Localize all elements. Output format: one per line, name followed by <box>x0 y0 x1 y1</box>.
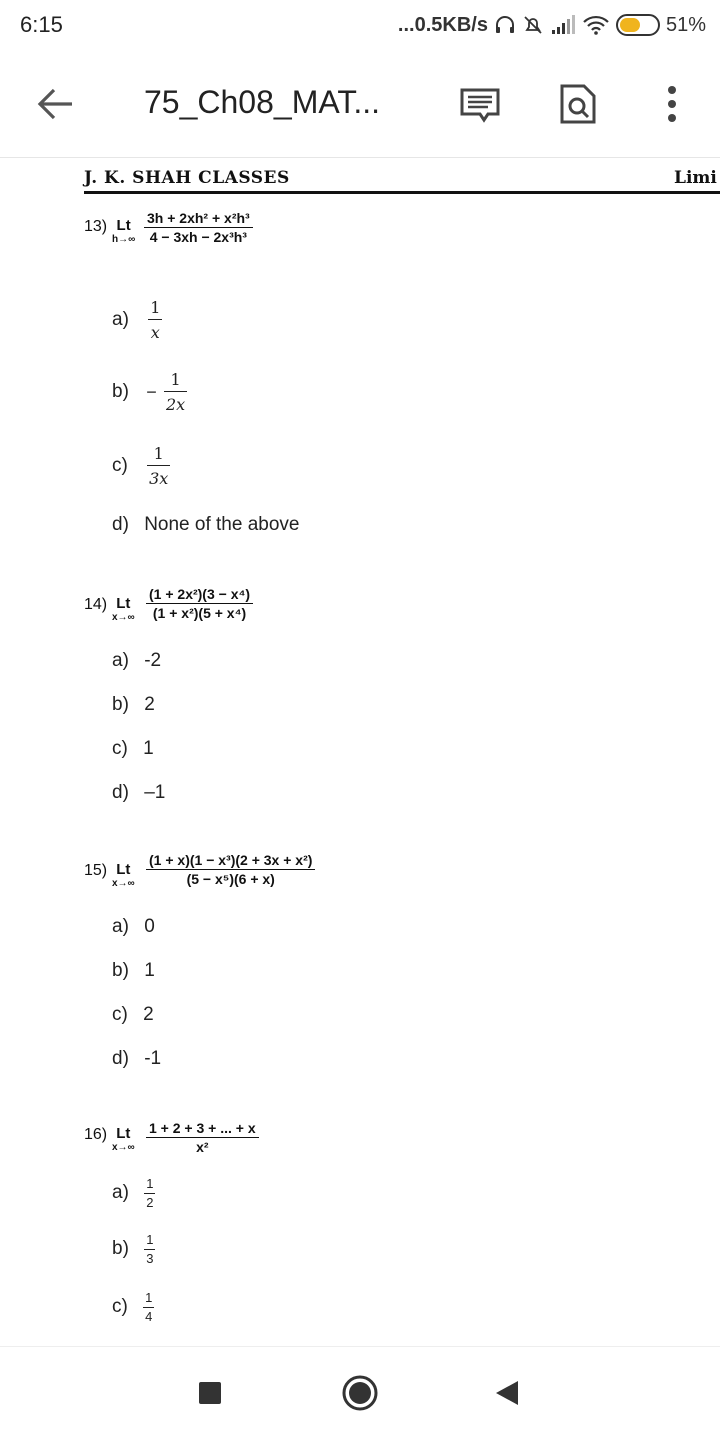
option-fraction: $\frac{1}{3}$ <box>146 1232 154 1266</box>
option-fraction: $\frac{1}{x}$ <box>150 298 161 342</box>
option-d: d) -1 <box>112 1048 162 1069</box>
more-vert-icon[interactable] <box>650 80 694 128</box>
limit-operator: Lt x→∞ <box>112 861 135 889</box>
question-expression <box>146 1120 259 1155</box>
home-icon[interactable] <box>340 1373 380 1413</box>
recents-icon[interactable] <box>190 1373 230 1413</box>
limit-operator: Lt x→∞ <box>112 1125 135 1153</box>
option-c: c) $\frac{1}{4}$ <box>112 1290 153 1324</box>
option-a: a) -2 <box>112 650 162 671</box>
expression-numerator: (1 + x)(1 − x³)(2 + 3x + x²) <box>146 852 315 870</box>
chapter-name: Limi <box>674 168 717 188</box>
headset-icon <box>494 14 516 36</box>
search-document-icon[interactable] <box>556 80 600 128</box>
option-c: c) 1 <box>112 738 154 759</box>
limit-operator: Lt x→∞ <box>112 595 135 623</box>
expression-denominator: (5 − x⁵)(6 + x) <box>186 871 275 887</box>
notifications-off-icon <box>522 14 544 36</box>
expression-denominator: 4 − 3xh − 2x³h³ <box>149 229 247 245</box>
document-page[interactable] <box>0 160 720 1346</box>
option-fraction: $\frac{1}{2}$ <box>146 1176 154 1210</box>
option-b: b) 2 <box>112 694 155 715</box>
network-speed: ...0.5KB/s <box>397 13 488 36</box>
question-expression <box>146 586 253 621</box>
school-name: J. K. SHAH CLASSES <box>84 168 290 188</box>
battery-percentage: 51% <box>665 13 706 36</box>
document-header <box>84 168 720 194</box>
option-fraction: $\frac{1}{4}$ <box>145 1290 153 1324</box>
status-bar <box>0 0 720 50</box>
battery-icon <box>616 14 660 36</box>
expression-denominator: (1 + x²)(5 + x⁴) <box>152 605 247 621</box>
option-d: d) –1 <box>112 782 166 803</box>
notes-icon[interactable] <box>458 80 502 128</box>
status-icons <box>398 12 706 38</box>
arrow-left-icon[interactable] <box>36 86 76 122</box>
option-b: b) − $\frac{1}{2x}$ <box>112 370 186 414</box>
expression-numerator: 1 + 2 + 3 + ... + x <box>146 1120 259 1138</box>
option-a: a) $\frac{1}{2}$ <box>112 1176 154 1210</box>
signal-icon <box>550 14 576 36</box>
app-bar <box>0 50 720 158</box>
option-b: b) 1 <box>112 960 155 981</box>
question-number: 14) <box>84 596 108 613</box>
status-time: 6:15 <box>20 12 63 37</box>
option-fraction: $\frac{1}{3x}$ <box>149 444 169 488</box>
navigation-bar <box>0 1346 720 1440</box>
question-expression <box>146 852 315 887</box>
option-d: d) None of the above <box>112 514 300 535</box>
document-title: 75_Ch08_MAT... <box>144 84 380 120</box>
question-expression <box>144 210 253 245</box>
expression-numerator: 3h + 2xh² + x²h³ <box>144 210 253 228</box>
option-a: a) 0 <box>112 916 155 937</box>
expression-numerator: (1 + 2x²)(3 − x⁴) <box>146 586 253 604</box>
option-a: a) $\frac{1}{x}$ <box>112 298 161 342</box>
option-c: c) $\frac{1}{3x}$ <box>112 444 169 488</box>
question-number: 13) <box>84 218 108 235</box>
option-b: b) $\frac{1}{3}$ <box>112 1232 154 1266</box>
back-triangle-icon[interactable] <box>488 1373 528 1413</box>
question-number: 15) <box>84 862 108 879</box>
wifi-icon <box>582 14 610 36</box>
option-fraction: $\frac{1}{2x}$ <box>165 370 186 414</box>
option-c: c) 2 <box>112 1004 154 1025</box>
limit-operator: Lt h→∞ <box>112 217 136 245</box>
expression-denominator: x² <box>196 1139 209 1155</box>
question-number: 16) <box>84 1126 108 1143</box>
